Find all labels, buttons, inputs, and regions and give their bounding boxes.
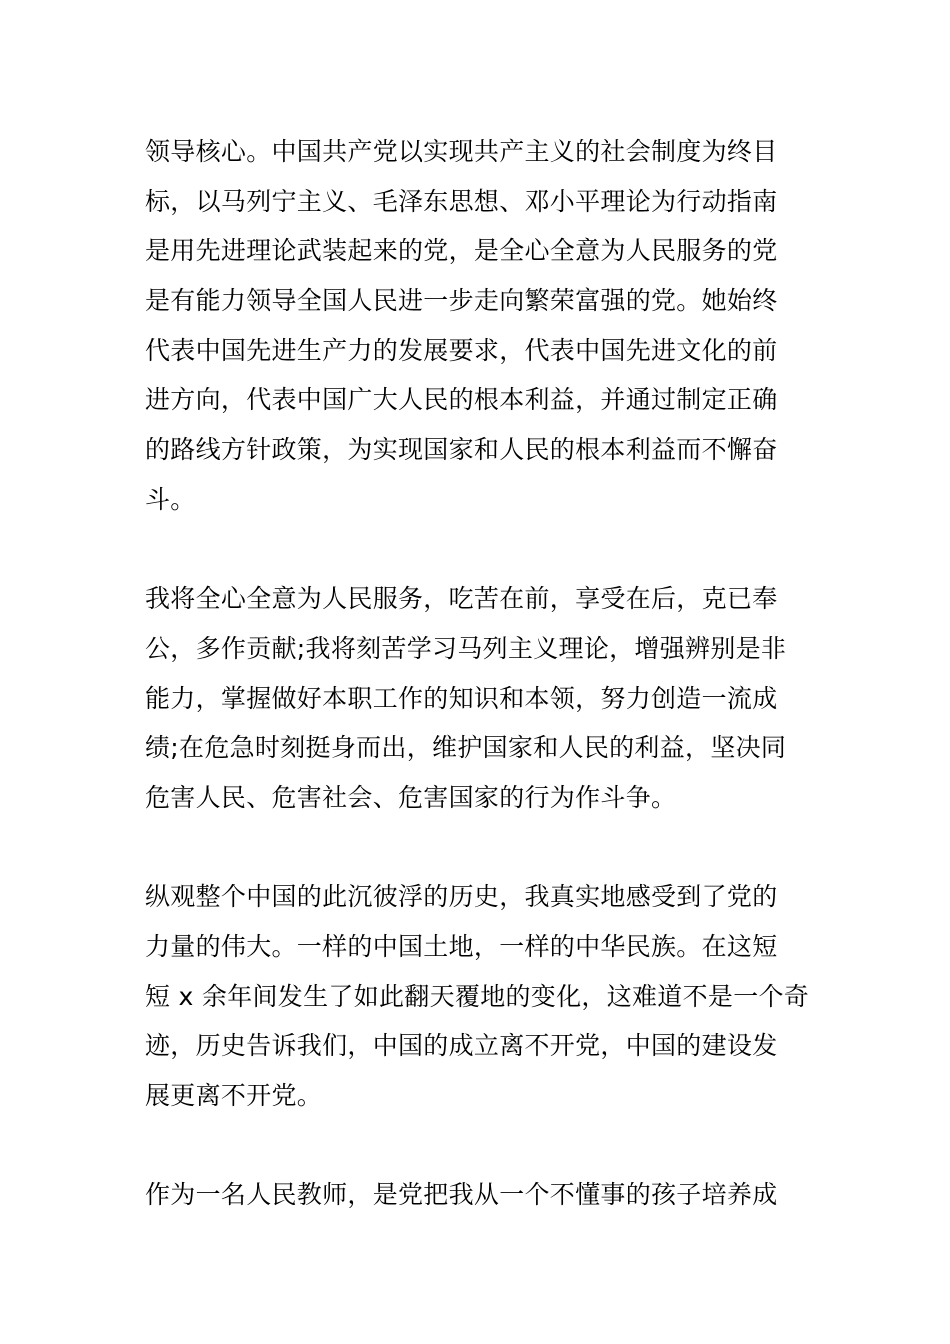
text-line: 短 x 余年间发生了如此翻天覆地的变化，这难道不是一个奇 — [145, 981, 810, 1011]
paragraph-1 — [145, 127, 825, 525]
text-line: 能力，掌握做好本职工作的知识和本领，努力创造一流成 — [145, 683, 778, 713]
text-line: 展更离不开党。 — [145, 1081, 323, 1111]
text-line: 作为一名人民教师，是党把我从一个不懂事的孩子培养成 — [145, 1180, 778, 1210]
text-line: 代表中国先进生产力的发展要求，代表中国先进文化的前 — [145, 335, 778, 365]
text-line: 危害人民、危害社会、危害国家的行为作斗争。 — [145, 782, 677, 812]
paragraph-4 — [145, 1170, 825, 1220]
text-line: 是有能力领导全国人民进一步走向繁荣富强的党。她始终 — [145, 286, 778, 316]
text-line: 的路线方针政策，为实现国家和人民的根本利益而不懈奋 — [145, 435, 778, 465]
text-line: 进方向，代表中国广大人民的根本利益，并通过制定正确 — [145, 385, 778, 415]
text-line: 我将全心全意为人民服务，吃苦在前，享受在后，克已奉 — [145, 584, 778, 614]
text-line: 绩;在危急时刻挺身而出，维护国家和人民的利益，坚决同 — [145, 733, 787, 763]
text-line: 是用先进理论武装起来的党，是全心全意为人民服务的党 — [145, 236, 778, 266]
text-line: 斗。 — [145, 484, 196, 514]
text-line: 迹，历史告诉我们，中国的成立离不开党，中国的建设发 — [145, 1031, 778, 1061]
text-line: 纵观整个中国的此沉彼浮的历史，我真实地感受到了党的 — [145, 882, 778, 912]
text-line: 力量的伟大。一样的中国土地，一样的中华民族。在这短 — [145, 932, 778, 961]
paragraph-3 — [145, 872, 825, 1120]
document-page — [145, 127, 825, 1270]
text-line: 标，以马列宁主义、毛泽东思想、邓小平理论为行动指南 — [145, 186, 778, 216]
text-line: 领导核心。中国共产党以实现共产主义的社会制度为终目 — [145, 137, 778, 166]
paragraph-2 — [145, 574, 825, 822]
text-line: 公，多作贡献;我将刻苦学习马列主义理论，增强辨别是非 — [145, 633, 787, 663]
